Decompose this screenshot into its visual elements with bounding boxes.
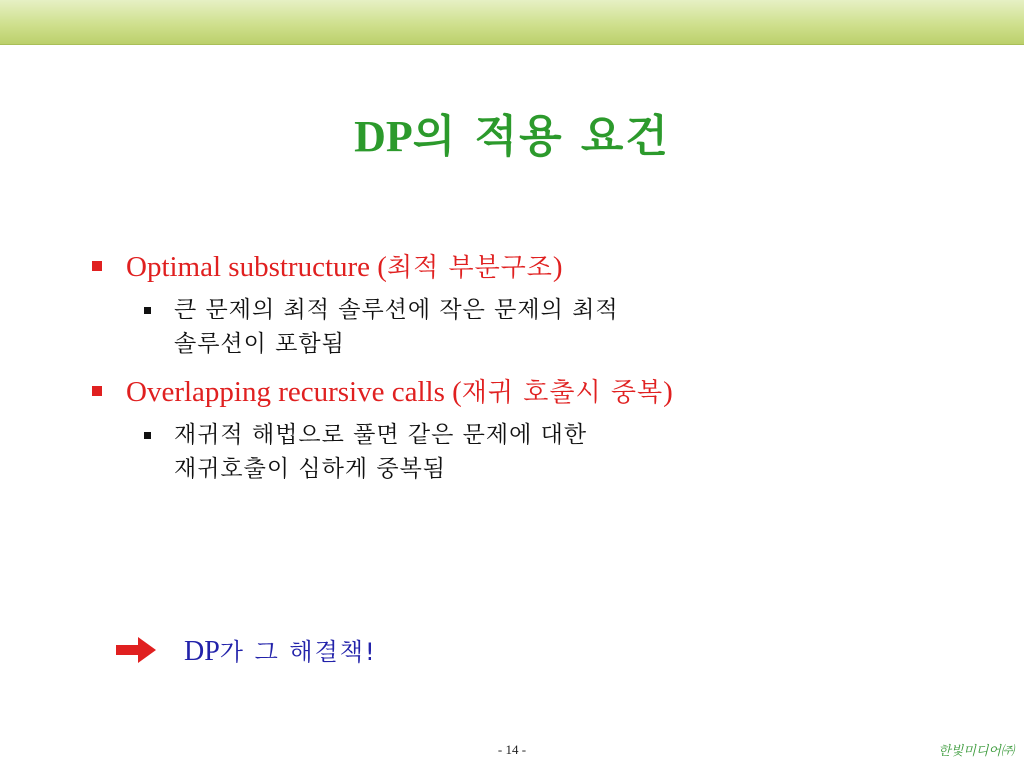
bullet-latin: Optimal substructure (	[126, 251, 387, 283]
sub-bullet	[88, 293, 988, 361]
right-arrow-icon	[116, 637, 156, 663]
sub-bullet-line: 재귀적 해법으로 풀면 같은 문제에 대한	[174, 422, 588, 448]
square-bullet-icon	[92, 261, 102, 271]
slide-title	[0, 100, 1024, 164]
bullet-close: )	[663, 376, 673, 408]
bullet-item-optimal-substructure	[88, 248, 988, 361]
top-header-band	[0, 0, 1024, 45]
square-bullet-icon	[92, 386, 102, 396]
small-square-bullet-icon	[144, 307, 151, 314]
bullet-close: )	[552, 251, 563, 283]
conclusion	[116, 628, 377, 672]
conclusion-latin: DP	[184, 636, 220, 667]
publisher-logo: 한빛미디어㈜	[938, 744, 1014, 759]
sub-bullet-line: 재귀호출이 심하게 중복됨	[174, 456, 447, 482]
sub-bullet-line: 솔루션이 포함됨	[174, 331, 345, 357]
bullet-korean: 최적 부분구조	[386, 253, 553, 283]
bullet-item-overlapping-calls	[88, 373, 988, 486]
bullet-korean: 재귀 호출시 중복	[461, 378, 664, 408]
bullet-level1	[88, 248, 988, 287]
sub-bullet	[88, 418, 988, 486]
sub-bullet-line: 큰 문제의 최적 솔루션에 작은 문제의 최적	[174, 297, 619, 323]
title-korean: 의 적용 요건	[412, 111, 670, 162]
small-square-bullet-icon	[144, 432, 151, 439]
bullet-list	[88, 248, 988, 486]
conclusion-text	[184, 632, 377, 668]
bullet-level1	[88, 373, 988, 412]
title-latin: DP	[354, 112, 413, 161]
bullet-latin: Overlapping recursive calls (	[126, 376, 462, 408]
page-number: - 14 -	[497, 742, 527, 757]
conclusion-korean: 가 그 해결책!	[219, 638, 377, 666]
